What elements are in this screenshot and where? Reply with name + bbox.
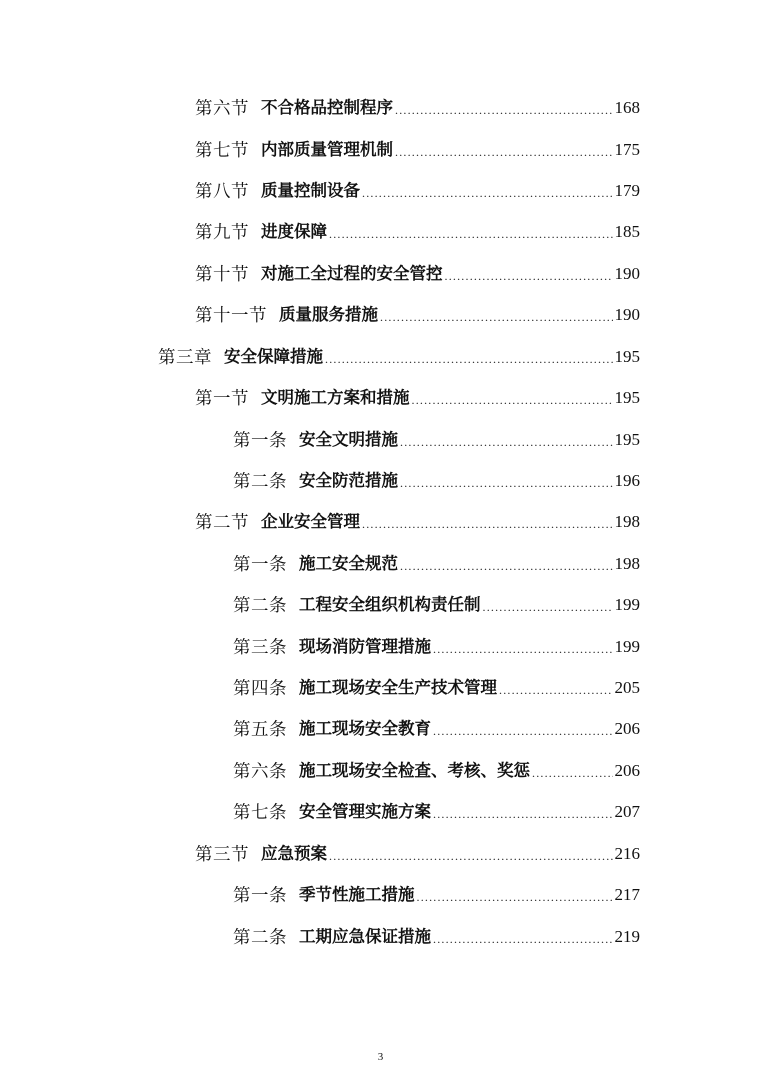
toc-dot-leader (400, 559, 613, 576)
toc-dot-leader (329, 227, 613, 244)
toc-dot-leader (433, 807, 613, 824)
toc-entry-title: 质量控制设备 (261, 181, 360, 200)
toc-dot-leader (499, 683, 613, 700)
toc-entry-page: 198 (614, 512, 640, 531)
toc-dot-leader (395, 145, 613, 162)
toc-entry-label: 第七节 (195, 140, 249, 160)
toc-entry-title: 安全文明措施 (299, 430, 398, 449)
toc-dot-leader (433, 724, 613, 741)
toc-entry-page: 179 (614, 181, 640, 200)
toc-dot-leader (380, 310, 613, 327)
toc-entry-label: 第一条 (233, 430, 287, 450)
toc-entry-page: 219 (614, 927, 640, 946)
toc-entry-page: 195 (614, 430, 640, 449)
toc-entry-label: 第二节 (195, 512, 249, 532)
toc-dot-leader (483, 600, 613, 617)
toc-entry-label: 第六条 (233, 761, 287, 781)
toc-entry[interactable] (195, 386, 640, 410)
toc-entry-title: 施工现场安全生产技术管理 (299, 678, 497, 697)
toc-entry-label: 第十一节 (195, 305, 267, 325)
toc-dot-leader (532, 766, 613, 783)
toc-entry-title: 企业安全管理 (261, 512, 360, 531)
toc-entry-page: 206 (614, 719, 640, 738)
toc-entry-page: 199 (614, 595, 640, 614)
toc-entry-title: 安全管理实施方案 (299, 802, 431, 821)
toc-entry-label: 第九节 (195, 222, 249, 242)
toc-dot-leader (329, 849, 613, 866)
toc-entry-label: 第一条 (233, 885, 287, 905)
toc-entry-label: 第四条 (233, 678, 287, 698)
toc-entry[interactable] (195, 138, 640, 162)
toc-entry-title: 文明施工方案和措施 (261, 388, 410, 407)
toc-entry-label: 第一条 (233, 554, 287, 574)
toc-entry[interactable] (195, 510, 640, 534)
toc-entry-title: 工程安全组织机构责任制 (299, 595, 481, 614)
toc-entry-label: 第三章 (158, 347, 212, 367)
toc-dot-leader (417, 890, 613, 907)
toc-dot-leader (412, 393, 613, 410)
toc-entry-page: 205 (614, 678, 640, 697)
toc-entry-title: 应急预案 (261, 844, 327, 863)
toc-entry-label: 第七条 (233, 802, 287, 822)
toc-entry[interactable] (233, 593, 640, 617)
toc-entry-page: 217 (614, 885, 640, 904)
toc-entry-title: 施工现场安全检查、考核、奖惩 (299, 761, 530, 780)
toc-entry-title: 安全保障措施 (224, 347, 323, 366)
toc-entry-page: 185 (614, 222, 640, 241)
toc-entry-label: 第八节 (195, 181, 249, 201)
toc-entry-page: 195 (614, 388, 640, 407)
toc-entry[interactable] (233, 883, 640, 907)
toc-entry-label: 第一节 (195, 388, 249, 408)
toc-entry[interactable] (195, 220, 640, 244)
toc-entry-page: 190 (614, 264, 640, 283)
toc-dot-leader (362, 186, 613, 203)
toc-entry-page: 207 (614, 802, 640, 821)
toc-entry-title: 施工安全规范 (299, 554, 398, 573)
toc-entry[interactable] (195, 303, 640, 327)
toc-entry-title: 现场消防管理措施 (299, 637, 431, 656)
toc-entry-chapter[interactable] (158, 345, 640, 369)
toc-dot-leader (445, 269, 613, 286)
toc-entry[interactable] (233, 925, 640, 949)
toc-entry-label: 第三条 (233, 637, 287, 657)
toc-dot-leader (325, 352, 613, 369)
toc-entry[interactable] (195, 96, 640, 120)
toc-entry[interactable] (233, 552, 640, 576)
toc-entry-title: 进度保障 (261, 222, 327, 241)
toc-entry[interactable] (195, 842, 640, 866)
toc-entry-page: 206 (614, 761, 640, 780)
toc-entry-label: 第二条 (233, 595, 287, 615)
toc-entry-title: 施工现场安全教育 (299, 719, 431, 738)
toc-entry[interactable] (233, 428, 640, 452)
page-number: 3 (377, 1051, 384, 1063)
toc-entry-label: 第六节 (195, 98, 249, 118)
toc-entry[interactable] (195, 262, 640, 286)
toc-dot-leader (433, 932, 613, 949)
toc-dot-leader (400, 476, 613, 493)
toc-entry[interactable] (233, 800, 640, 824)
toc-entry-label: 第二条 (233, 471, 287, 491)
toc-entry-title: 内部质量管理机制 (261, 140, 393, 159)
toc-entry-title: 安全防范措施 (299, 471, 398, 490)
toc-entry[interactable] (233, 676, 640, 700)
toc-entry-page: 190 (614, 305, 640, 324)
toc-entry-title: 不合格品控制程序 (261, 98, 393, 117)
toc-entry-label: 第五条 (233, 719, 287, 739)
toc-entry-title: 质量服务措施 (279, 305, 378, 324)
toc-entry[interactable] (233, 759, 640, 783)
toc-dot-leader (433, 642, 613, 659)
toc-entry[interactable] (233, 469, 640, 493)
toc-entry-title: 工期应急保证措施 (299, 927, 431, 946)
toc-entry[interactable] (233, 635, 640, 659)
toc-entry-label: 第十节 (195, 264, 249, 284)
toc-entry-title: 季节性施工措施 (299, 885, 415, 904)
toc-entry-page: 195 (614, 347, 640, 366)
toc-dot-leader (362, 517, 613, 534)
toc-entry-page: 196 (614, 471, 640, 490)
toc-entry-page: 199 (614, 637, 640, 656)
toc-entry-page: 198 (614, 554, 640, 573)
toc-entry-title: 对施工全过程的安全管控 (261, 264, 443, 283)
toc-entry-label: 第二条 (233, 927, 287, 947)
toc-entry-page: 216 (614, 844, 640, 863)
toc-entry[interactable] (195, 179, 640, 203)
toc-entry[interactable] (233, 717, 640, 741)
toc-entry-label: 第三节 (195, 844, 249, 864)
toc-entry-page: 168 (614, 98, 640, 117)
toc-dot-leader (395, 103, 613, 120)
toc-dot-leader (400, 435, 613, 452)
toc-entry-page: 175 (614, 140, 640, 159)
